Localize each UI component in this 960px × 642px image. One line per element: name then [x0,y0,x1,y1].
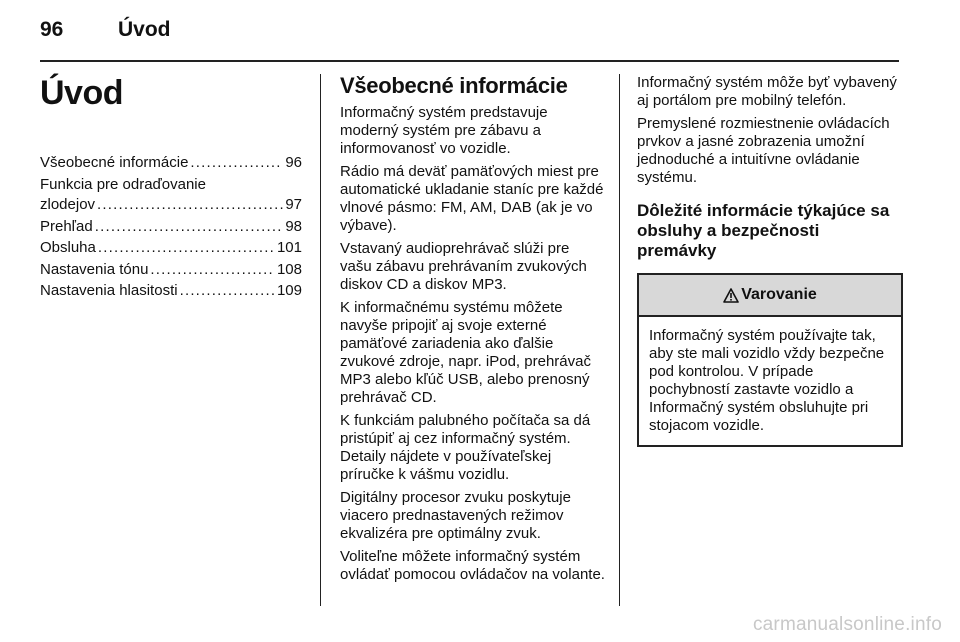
paragraph: Informačný systém predstavuje moderný systém pre zábavu a informovanosť vo vozidle. [340,104,548,157]
header-rule [40,60,899,62]
column-divider [320,74,321,606]
safety-column [637,74,903,447]
warning-triangle-icon [723,288,739,303]
paragraph: Informačný systém môže byť vybavený aj portálom pre mobilný telefón. [637,74,897,109]
paragraph: Vstavaný audioprehrávač slúži pre vašu zábavu prehrávaním zvukových diskov CD a diskov MP3. [340,240,587,293]
toc-leader [95,217,284,238]
toc-entry[interactable] [40,175,302,216]
toc-page: 108 [276,260,302,278]
toc-label: Nastavenia hlasitosti [40,282,178,299]
toc-entry[interactable] [40,260,302,281]
toc-leader [190,153,283,174]
paragraph: Rádio má deväť pamäťových miest pre automatické ukladanie staníc pre každé vlnové pásmo: FM, AM, DAB (ak je vo výbave). [340,163,604,234]
toc-page: 98 [285,217,302,235]
table-of-contents [40,153,302,302]
toc-entry[interactable] [40,217,302,238]
watermark: carmanualsonline.info [752,614,942,635]
paragraph: K funkciám palubného počítača sa dá pristúpiť aj cez informačný systém. Detaily nájdete v používateľskej príručke k vášmu vozidlu. [340,412,591,483]
toc-leader [98,238,275,259]
warning-title: Varovanie [741,286,817,303]
paragraph: Voliteľne môžete informačný systém ovládať pomocou ovládačov na volante. [340,548,605,583]
paragraph: K informačnému systému môžete navyše pripojiť aj svoje externé pamäťové zariadenia ako ďalšie zvukové zdroje, napr. iPod, prehrávač MP3 alebo kľúč USB, alebo prenosný prehrávač CD. [340,299,591,406]
subsection-title: Dôležité informácie týkajúce sa obsluhy a bezpečnosti premávky [637,201,890,260]
chapter-title: Úvod [40,74,123,112]
toc-label: Funkcia pre odraďovanie [40,175,206,193]
toc-page: 97 [285,196,302,213]
column-divider [619,74,620,606]
toc-label: Nastavenia tónu [40,260,149,278]
warning-box [637,273,903,447]
page-number: 96 [40,18,64,41]
running-title: Úvod [118,18,171,41]
paragraph: Premyslené rozmiestnenie ovládacích prvkov a jasné zobrazenia umožní jednoduché a intuitívne ovládanie systému. [637,115,890,186]
chapter-column [40,74,302,303]
toc-entry[interactable] [40,153,302,174]
toc-label: Obsluha [40,239,96,256]
warning-text: Informačný systém používajte tak, aby ste mali vozidlo vždy bezpečne pod kontrolou. V prípade pochybností zastavte vozidlo a Informačný systém obsluhujte pri stojacom vozidle. [649,327,885,434]
toc-page: 96 [285,154,302,171]
toc-label: Prehľad [40,217,93,235]
general-info-column [340,74,605,589]
toc-leader [150,260,275,281]
toc-leader [97,195,283,216]
toc-label: Všeobecné informácie [40,154,189,171]
toc-label: zlodejov [40,196,96,213]
toc-leader [180,281,275,302]
toc-page: 101 [276,239,302,256]
paragraph: Digitálny procesor zvuku poskytuje viacero prednastavených režimov ekvalizéra pre optimálny zvuk. [340,489,571,542]
section-title: Všeobecné informácie [340,73,568,98]
toc-entry[interactable] [40,238,302,259]
toc-page: 109 [276,282,302,299]
warning-header [639,275,901,317]
toc-entry[interactable] [40,281,302,302]
